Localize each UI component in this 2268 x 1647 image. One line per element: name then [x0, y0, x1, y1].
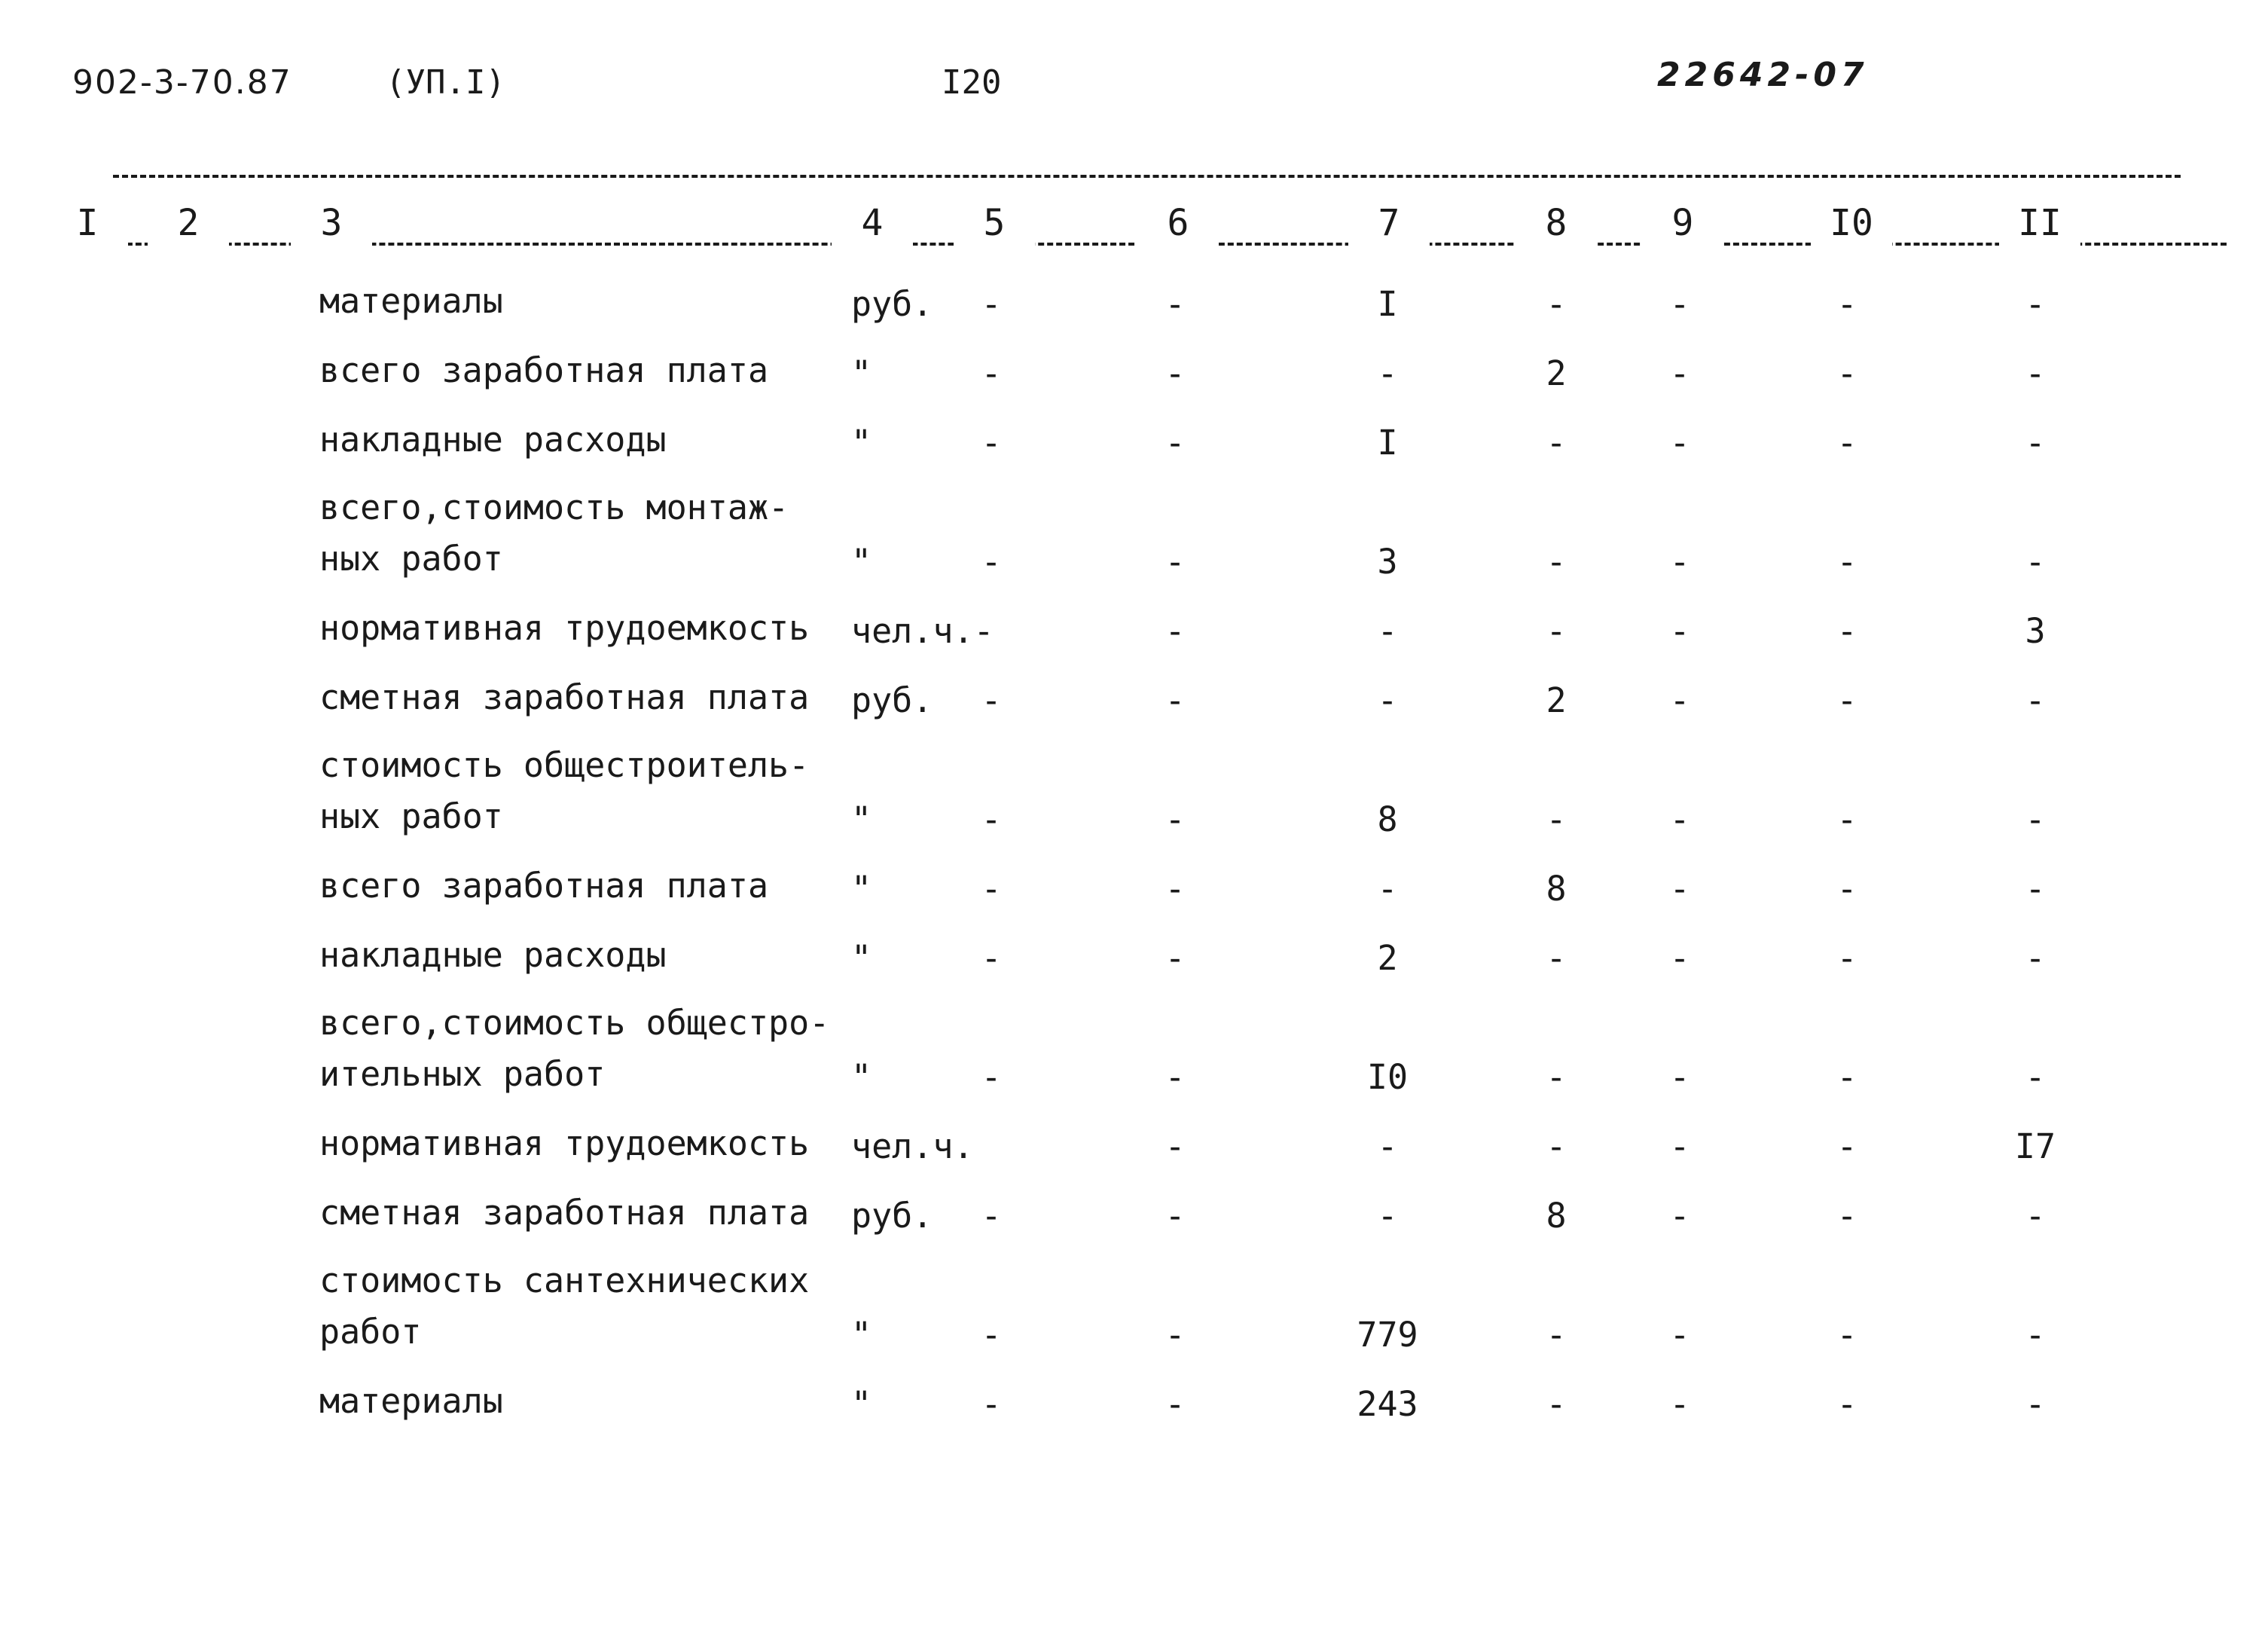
row-col6: -	[1165, 542, 1186, 582]
row-name: всего заработная плата	[319, 866, 769, 906]
row-col7: 8	[1377, 799, 1398, 839]
row-name: сметная заработная плата	[319, 1193, 810, 1233]
row-col8: -	[1546, 1057, 1567, 1097]
row-col5: -	[981, 680, 1002, 720]
row-col6: -	[1165, 799, 1186, 839]
row-col8: -	[1546, 938, 1567, 978]
row-col11: -	[2025, 1057, 2046, 1097]
row-col5: -	[981, 1196, 1002, 1236]
row-col8: -	[1546, 1315, 1567, 1355]
table-row	[0, 408, 2268, 478]
row-name: накладные расходы	[319, 935, 667, 975]
row-col7: I	[1377, 423, 1398, 463]
row-col8: -	[1546, 799, 1567, 839]
row-col10: -	[1836, 799, 1857, 839]
row-col6: -	[1165, 611, 1186, 651]
document-code: 902-3-70.87	[72, 63, 292, 102]
row-col11: 3	[2025, 611, 2046, 651]
row-col6: -	[1165, 680, 1186, 720]
row-col9: -	[1669, 353, 1690, 393]
row-name: нормативная трудоемкость	[319, 608, 810, 648]
row-col7: -	[1377, 680, 1398, 720]
row-name: стоимость общестроитель-ных работ	[319, 745, 810, 836]
row-col9: -	[1669, 938, 1690, 978]
column-number-3: 3	[291, 200, 372, 246]
row-name: материалы	[319, 1381, 503, 1421]
row-unit: чел.ч.	[851, 1126, 974, 1166]
row-col9: -	[1669, 1126, 1690, 1166]
row-col7: 243	[1357, 1384, 1418, 1424]
column-number-5: 5	[954, 200, 1035, 246]
row-col6: -	[1165, 1315, 1186, 1355]
row-col6: -	[1165, 938, 1186, 978]
row-col5: -	[981, 284, 1002, 324]
row-col6: -	[1165, 353, 1186, 393]
row-col10: -	[1836, 1126, 1857, 1166]
row-unit: "	[851, 542, 872, 582]
row-col10: -	[1836, 353, 1857, 393]
row-col10: -	[1836, 1196, 1857, 1236]
row-col11: -	[2025, 1384, 2046, 1424]
row-unit: руб.	[851, 680, 933, 720]
row-col9: -	[1669, 284, 1690, 324]
row-name: стоимость сантехнических работ	[319, 1260, 810, 1352]
row-col7: -	[1377, 869, 1398, 909]
row-name: накладные расходы	[319, 420, 667, 460]
row-col6: -	[1165, 1384, 1186, 1424]
column-number-2: 2	[148, 200, 229, 246]
row-col9: -	[1669, 799, 1690, 839]
table-row	[0, 270, 2268, 339]
row-col9: -	[1669, 1315, 1690, 1355]
row-unit: руб.	[851, 284, 933, 324]
row-col11: -	[2025, 938, 2046, 978]
row-name: нормативная трудоемкость	[319, 1123, 810, 1163]
row-col9: -	[1669, 611, 1690, 651]
row-col8: -	[1546, 1384, 1567, 1424]
row-col11: -	[2025, 1196, 2046, 1236]
row-col8: 2	[1546, 353, 1567, 393]
row-col5: -	[981, 542, 1002, 582]
row-col9: -	[1669, 1196, 1690, 1236]
row-col10: -	[1836, 869, 1857, 909]
document-number: 22642-07	[1657, 56, 1869, 94]
row-col5: -	[981, 1057, 1002, 1097]
row-col11: -	[2025, 869, 2046, 909]
row-col6: -	[1165, 423, 1186, 463]
table-row	[0, 735, 2268, 854]
row-name: всего,стоимость общестро-ительных работ	[319, 1003, 830, 1094]
column-number-4: 4	[832, 200, 913, 246]
row-col10: -	[1836, 1315, 1857, 1355]
row-col5: -	[981, 938, 1002, 978]
row-unit: "	[851, 799, 872, 839]
row-col5: -	[981, 1315, 1002, 1355]
row-col11: -	[2025, 353, 2046, 393]
column-number-9: 9	[1642, 200, 1723, 246]
row-unit: "	[851, 1315, 872, 1355]
table-row	[0, 1251, 2268, 1370]
row-col8: -	[1546, 423, 1567, 463]
column-number-6: 6	[1137, 200, 1219, 246]
row-col5: -	[981, 869, 1002, 909]
column-number-7: 7	[1348, 200, 1430, 246]
row-name: всего,стоимость монтаж-ных работ	[319, 487, 789, 579]
table-row	[0, 924, 2268, 993]
row-name: материалы	[319, 281, 503, 321]
column-number-8: 8	[1516, 200, 1597, 246]
row-col10: -	[1836, 1057, 1857, 1097]
table-body	[0, 270, 2268, 1439]
row-col10: -	[1836, 611, 1857, 651]
row-col10: -	[1836, 680, 1857, 720]
row-col9: -	[1669, 1384, 1690, 1424]
row-name: всего заработная плата	[319, 350, 769, 390]
row-col9: -	[1669, 542, 1690, 582]
table-row	[0, 1112, 2268, 1181]
row-col5: -	[981, 1384, 1002, 1424]
row-col10: -	[1836, 542, 1857, 582]
row-col7: -	[1377, 353, 1398, 393]
row-col7: -	[1377, 1126, 1398, 1166]
row-unit: "	[851, 353, 872, 393]
row-col10: -	[1836, 284, 1857, 324]
row-name: сметная заработная плата	[319, 677, 810, 717]
row-unit: чел.ч.-	[851, 611, 994, 651]
table-row	[0, 597, 2268, 666]
row-col5: -	[981, 799, 1002, 839]
row-unit: "	[851, 1057, 872, 1097]
row-col7: -	[1377, 1196, 1398, 1236]
row-col11: -	[2025, 680, 2046, 720]
table-row	[0, 854, 2268, 924]
row-col6: -	[1165, 284, 1186, 324]
row-col7: I0	[1366, 1057, 1409, 1097]
row-col10: -	[1836, 1384, 1857, 1424]
row-col8: 8	[1546, 869, 1567, 909]
table-row	[0, 666, 2268, 735]
row-col6: -	[1165, 869, 1186, 909]
row-col8: -	[1546, 1126, 1567, 1166]
row-col8: 2	[1546, 680, 1567, 720]
row-unit: "	[851, 869, 872, 909]
row-col5: -	[981, 423, 1002, 463]
row-col7: I	[1377, 284, 1398, 324]
row-unit: "	[851, 423, 872, 463]
row-col11: -	[2025, 423, 2046, 463]
column-number-11: II	[1999, 200, 2080, 246]
table-row	[0, 339, 2268, 408]
table-row	[0, 993, 2268, 1112]
row-unit: "	[851, 1384, 872, 1424]
table-row	[0, 478, 2268, 597]
page-number: I20	[942, 63, 1002, 102]
row-col11: -	[2025, 799, 2046, 839]
row-unit: "	[851, 938, 872, 978]
column-number-1: I	[47, 200, 128, 246]
row-col7: 779	[1357, 1315, 1418, 1355]
row-col8: -	[1546, 542, 1567, 582]
row-col11: -	[2025, 542, 2046, 582]
row-col7: -	[1377, 611, 1398, 651]
row-col10: -	[1836, 423, 1857, 463]
row-col11: -	[2025, 1315, 2046, 1355]
table-row	[0, 1181, 2268, 1251]
row-col6: -	[1165, 1057, 1186, 1097]
table-row	[0, 1370, 2268, 1439]
column-number-10: I0	[1811, 200, 1892, 246]
row-col10: -	[1836, 938, 1857, 978]
row-col9: -	[1669, 869, 1690, 909]
row-col6: -	[1165, 1126, 1186, 1166]
row-col9: -	[1669, 680, 1690, 720]
row-col9: -	[1669, 423, 1690, 463]
row-col7: 2	[1377, 938, 1398, 978]
row-col8: 8	[1546, 1196, 1567, 1236]
top-dashed-line	[113, 175, 2181, 178]
row-col8: -	[1546, 611, 1567, 651]
row-unit: руб.	[851, 1196, 933, 1236]
row-col7: 3	[1377, 542, 1398, 582]
row-col8: -	[1546, 284, 1567, 324]
row-col5: -	[981, 353, 1002, 393]
row-col11: I7	[2014, 1126, 2056, 1166]
row-col11: -	[2025, 284, 2046, 324]
row-col9: -	[1669, 1057, 1690, 1097]
volume-label: (УП.I)	[386, 63, 505, 102]
row-col6: -	[1165, 1196, 1186, 1236]
